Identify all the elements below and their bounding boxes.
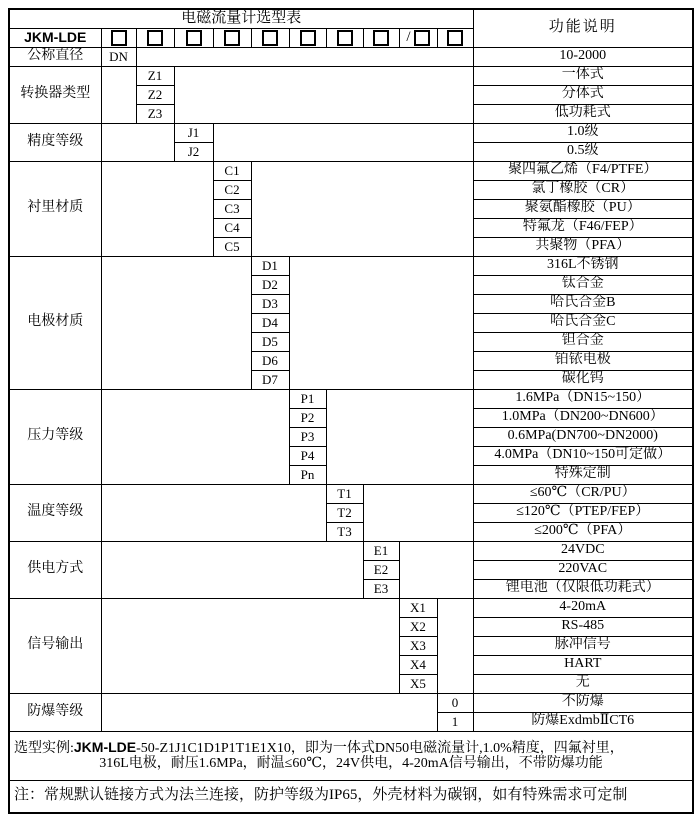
model-code-slot-7: [326, 28, 363, 47]
code-cell: X3: [399, 636, 437, 655]
spacer-cell: [363, 484, 473, 541]
model-code-slot-4: [213, 28, 251, 47]
code-cell: X1: [399, 598, 437, 617]
spacer-cell: [101, 256, 251, 389]
example-model-code: JKM-LDE: [73, 738, 137, 755]
spacer-cell: [136, 47, 473, 66]
checkbox-icon[interactable]: [447, 30, 463, 46]
function-cell: 0.5级: [473, 142, 693, 161]
spacer-cell: [289, 256, 473, 389]
function-cell: 钽合金: [473, 332, 693, 351]
function-cell: 24VDC: [473, 541, 693, 560]
code-cell: D4: [251, 313, 289, 332]
code-cell: C1: [213, 161, 251, 180]
code-cell: E2: [363, 560, 399, 579]
function-cell: 220VAC: [473, 560, 693, 579]
spacer-cell: [101, 66, 136, 123]
code-cell: D6: [251, 351, 289, 370]
function-cell: 4-20mA: [473, 598, 693, 617]
example-prefix: 选型实例:: [14, 740, 74, 756]
footnote: 注：常规默认链接方式为法兰连接，防护等级为IP65，外壳材料为碳钢，如有特殊需求可定制: [9, 780, 693, 813]
spacer-cell: [213, 123, 473, 161]
function-cell: 不防爆: [473, 693, 693, 712]
code-cell: P4: [289, 446, 326, 465]
model-code-slot-1: [101, 28, 136, 47]
group-label-electrode-material: 电极材质: [9, 256, 101, 389]
group-label-explosion-proof: 防爆等级: [9, 693, 101, 731]
code-cell: P1: [289, 389, 326, 408]
function-cell: HART: [473, 655, 693, 674]
function-cell: 4.0MPa（DN10~150可定做）: [473, 446, 693, 465]
example-line-2: 316L电极，耐压1.6MPa，耐温≤60℃，24V供电，4-20mA信号输出，不带防爆功能: [99, 755, 603, 771]
function-cell: 低功耗式: [473, 104, 693, 123]
checkbox-icon[interactable]: [186, 30, 202, 46]
function-cell: 无: [473, 674, 693, 693]
spacer-cell: [399, 541, 473, 598]
function-cell: 哈氏合金B: [473, 294, 693, 313]
function-cell: 特殊定制: [473, 465, 693, 484]
model-prefix: JKM-LDE: [9, 28, 101, 47]
code-cell: C2: [213, 180, 251, 199]
checkbox-icon[interactable]: [147, 30, 163, 46]
function-cell: 316L不锈钢: [473, 256, 693, 275]
function-cell: 聚氨酯橡胶（PU）: [473, 199, 693, 218]
function-cell: 一体式: [473, 66, 693, 85]
function-cell: 聚四氟乙烯（F4/PTFE）: [473, 161, 693, 180]
function-cell: 分体式: [473, 85, 693, 104]
function-cell: 铂铱电极: [473, 351, 693, 370]
code-cell: Z2: [136, 85, 174, 104]
code-cell: DN: [101, 47, 136, 66]
checkbox-icon[interactable]: [111, 30, 127, 46]
code-cell: Pn: [289, 465, 326, 484]
function-cell: 1.6MPa（DN15~150）: [473, 389, 693, 408]
function-cell: 哈氏合金C: [473, 313, 693, 332]
function-cell: 1.0级: [473, 123, 693, 142]
group-label-accuracy-class: 精度等级: [9, 123, 101, 161]
spacer-cell: [101, 123, 174, 161]
checkbox-icon[interactable]: [224, 30, 240, 46]
spacer-cell: [174, 66, 473, 123]
model-code-slot-6: [289, 28, 326, 47]
spacer-cell: [437, 598, 473, 693]
code-cell: D5: [251, 332, 289, 351]
code-cell: J1: [174, 123, 213, 142]
group-label-lining-material: 衬里材质: [9, 161, 101, 256]
function-cell: 1.0MPa（DN200~DN600）: [473, 408, 693, 427]
code-cell: D2: [251, 275, 289, 294]
code-cell: E3: [363, 579, 399, 598]
spacer-cell: [101, 541, 363, 598]
function-column-header: 功能说明: [473, 9, 693, 47]
spacer-cell: [101, 389, 289, 484]
checkbox-icon[interactable]: [414, 30, 430, 46]
example-description: ，即为一体式DN50电磁流量计,1.0%精度，四氟衬里，: [290, 740, 624, 756]
checkbox-icon[interactable]: [373, 30, 389, 46]
spacer-cell: [251, 161, 473, 256]
code-cell: C3: [213, 199, 251, 218]
spacer-cell: [101, 161, 213, 256]
code-cell: X4: [399, 655, 437, 674]
group-label-signal-output: 信号输出: [9, 598, 101, 693]
code-cell: T3: [326, 522, 363, 541]
code-cell: Z3: [136, 104, 174, 123]
example-line-1: [14, 740, 688, 757]
code-cell: E1: [363, 541, 399, 560]
function-cell: RS-485: [473, 617, 693, 636]
group-label-nominal-diameter: 公称直径: [9, 47, 101, 66]
code-cell: C4: [213, 218, 251, 237]
code-cell: P3: [289, 427, 326, 446]
function-cell: 氯丁橡胶（CR）: [473, 180, 693, 199]
spacer-cell: [101, 693, 437, 731]
code-cell: P2: [289, 408, 326, 427]
function-cell: ≤60℃（CR/PU）: [473, 484, 693, 503]
function-cell: 10-2000: [473, 47, 693, 66]
selection-example: [9, 731, 693, 780]
function-cell: ≤120℃（PTEP/FEP）: [473, 503, 693, 522]
function-cell: 特氟龙（F46/FEP）: [473, 218, 693, 237]
function-cell: 锂电池（仅限低功耗式）: [473, 579, 693, 598]
function-cell: 防爆ExdmbⅡCT6: [473, 712, 693, 731]
code-cell: X2: [399, 617, 437, 636]
code-cell: D1: [251, 256, 289, 275]
group-label-power-supply: 供电方式: [9, 541, 101, 598]
code-cell: Z1: [136, 66, 174, 85]
model-code-slot-5: [251, 28, 289, 47]
model-code-slot-8: [363, 28, 399, 47]
function-cell: ≤200℃（PFA）: [473, 522, 693, 541]
function-cell: 脉冲信号: [473, 636, 693, 655]
code-cell: T2: [326, 503, 363, 522]
spacer-cell: [101, 484, 326, 541]
function-cell: 共聚物（PFA）: [473, 237, 693, 256]
function-cell: 钛合金: [473, 275, 693, 294]
code-cell: 1: [437, 712, 473, 731]
group-label-converter-type: 转换器类型: [9, 66, 101, 123]
checkbox-icon[interactable]: [300, 30, 316, 46]
code-cell: X5: [399, 674, 437, 693]
function-cell: 0.6MPa(DN700~DN2000): [473, 427, 693, 446]
function-cell: 碳化钨: [473, 370, 693, 389]
group-label-pressure-class: 压力等级: [9, 389, 101, 484]
model-code-slot-2: [136, 28, 174, 47]
code-cell: D7: [251, 370, 289, 389]
table-title: 电磁流量计选型表: [9, 9, 473, 28]
checkbox-icon[interactable]: [337, 30, 353, 46]
code-cell: J2: [174, 142, 213, 161]
checkbox-icon[interactable]: [262, 30, 278, 46]
spacer-cell: [326, 389, 473, 484]
code-cell: D3: [251, 294, 289, 313]
model-code-slot-3: [174, 28, 213, 47]
model-code-slot-9: [399, 28, 437, 47]
selection-table: [8, 8, 694, 814]
model-code-slot-10: [437, 28, 473, 47]
group-label-temperature-class: 温度等级: [9, 484, 101, 541]
spacer-cell: [101, 598, 399, 693]
example-model-suffix: -50-Z1J1C1D1P1T1E1X10: [136, 740, 291, 756]
code-cell: C5: [213, 237, 251, 256]
code-cell: 0: [437, 693, 473, 712]
slash-separator: /: [406, 28, 411, 45]
code-cell: T1: [326, 484, 363, 503]
